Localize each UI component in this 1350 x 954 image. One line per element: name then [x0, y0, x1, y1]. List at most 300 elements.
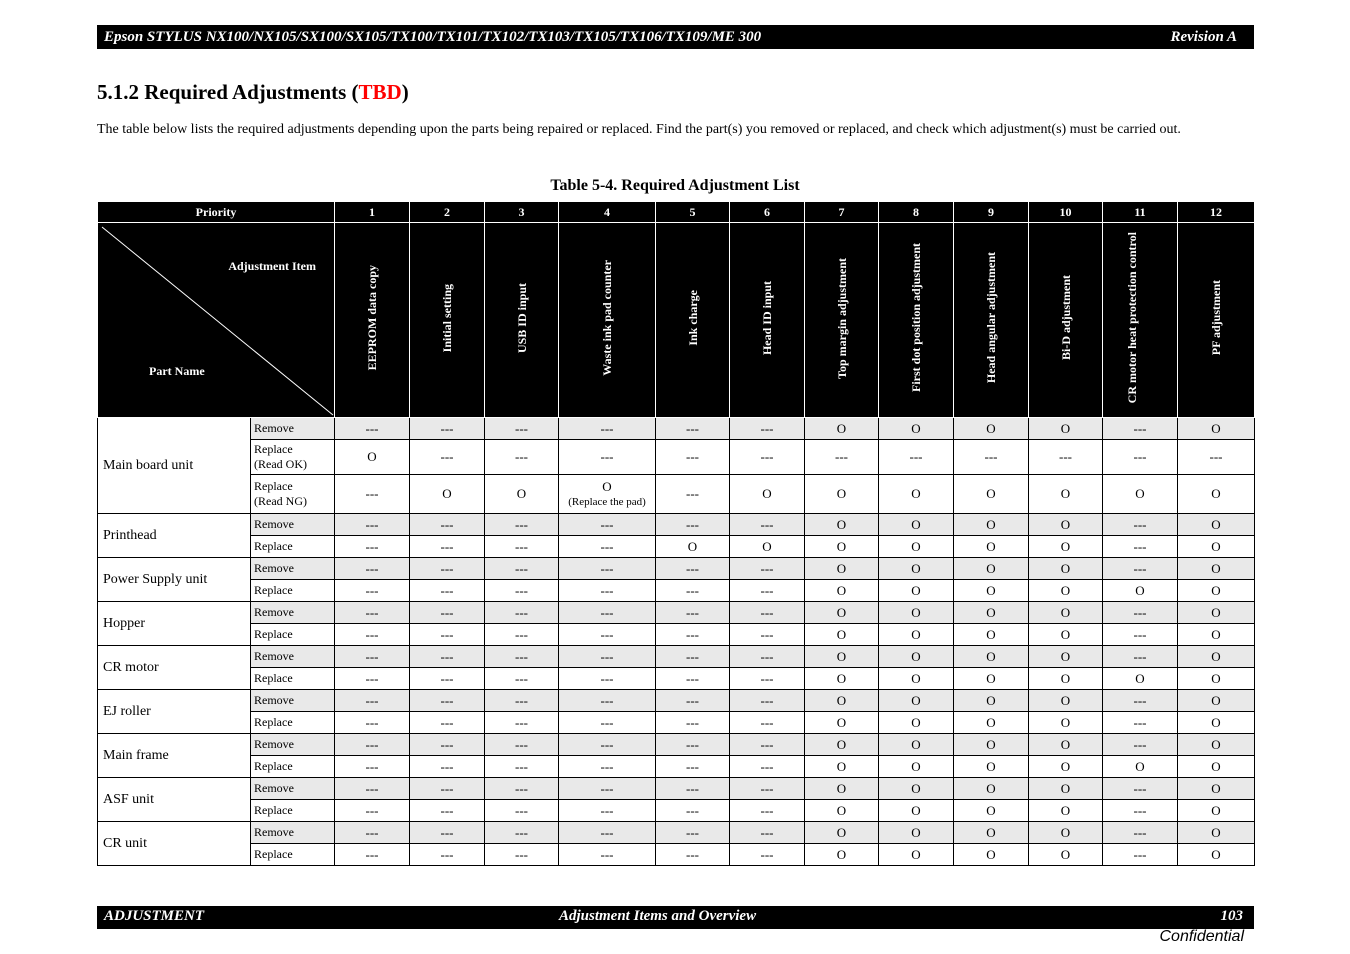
adjustment-cell: [410, 624, 485, 646]
adjustment-cell: [1178, 646, 1255, 668]
cell-value: ---: [686, 780, 699, 796]
cell-value: O: [836, 582, 847, 598]
confidential-label: Confidential: [1159, 928, 1244, 945]
adjustment-cell: [730, 624, 805, 646]
cell-value: O: [911, 780, 921, 796]
cell-value: O: [1211, 560, 1221, 576]
adjustment-cell: [485, 440, 559, 475]
adjustment-item-row: [98, 223, 1255, 418]
footer-topic: Adjustment Items and Overview: [559, 908, 757, 924]
cell-value: O: [911, 648, 921, 664]
adjustment-cell: [730, 514, 805, 536]
priority-number: 1: [335, 202, 410, 223]
action-text: Remove: [254, 421, 294, 435]
table-row: [98, 624, 1255, 646]
cell-value: ---: [686, 486, 699, 501]
cell-value: ---: [760, 714, 774, 730]
cell-value: O: [1060, 714, 1071, 730]
cell-value: ---: [600, 538, 614, 554]
cell-value: ---: [365, 626, 379, 642]
adjustment-cell: [879, 536, 954, 558]
cell-value: O: [986, 692, 996, 708]
adjustment-cell: [1178, 822, 1255, 844]
cell-value: O: [986, 736, 996, 752]
adjustment-cell: [730, 690, 805, 712]
adjustment-cell: [1103, 822, 1178, 844]
adjustment-cell: [730, 756, 805, 778]
action-label: [251, 690, 335, 712]
adjustment-cell: [805, 668, 879, 690]
adjustment-cell: [485, 418, 559, 440]
adjustment-cell: [1103, 558, 1178, 580]
adjustment-cell: [335, 734, 410, 756]
adjustment-cell: [559, 475, 656, 514]
cell-value: ---: [600, 604, 614, 620]
cell-value: O: [836, 846, 847, 862]
cell-value: O: [516, 486, 527, 501]
cell-value: ---: [760, 604, 774, 620]
adjustment-cell: [335, 514, 410, 536]
adjustment-cell: [559, 844, 656, 866]
adjustment-cell: [879, 624, 954, 646]
adjustment-cell: [1029, 822, 1103, 844]
cell-value: O: [911, 692, 921, 708]
cell-value: ---: [760, 648, 774, 664]
adjustment-cell: [954, 690, 1029, 712]
table-row: [98, 418, 1255, 440]
cell-value: ---: [515, 604, 528, 620]
cell-value: ---: [440, 420, 454, 436]
adjustment-cell: [954, 646, 1029, 668]
table-row: [98, 734, 1255, 756]
cell-value: ---: [600, 692, 614, 708]
cell-value: ---: [515, 670, 528, 686]
adjustment-cell: [730, 558, 805, 580]
table-row: [98, 690, 1255, 712]
adjustment-cell: [954, 602, 1029, 624]
cell-value: ---: [760, 582, 774, 598]
adjustment-cell: [1029, 690, 1103, 712]
cell-value: O: [836, 538, 847, 554]
adjustment-cell: [335, 602, 410, 624]
action-text: Replace: [254, 583, 293, 597]
adjustment-cell: [559, 536, 656, 558]
adjustment-cell: [335, 668, 410, 690]
adjustment-item-header: [730, 223, 805, 418]
priority-number: 8: [879, 202, 954, 223]
adjustment-cell: [335, 800, 410, 822]
cell-value: O: [1211, 802, 1221, 818]
adjustment-cell: [410, 668, 485, 690]
cell-value: O: [911, 538, 921, 554]
priority-number: 12: [1178, 202, 1255, 223]
cell-value: O: [687, 538, 698, 554]
adjustment-cell: [805, 646, 879, 668]
cell-value: ---: [515, 420, 528, 436]
table-row: [98, 646, 1255, 668]
adjustment-cell: [485, 646, 559, 668]
adjustment-cell: [335, 580, 410, 602]
cell-value: ---: [440, 604, 454, 620]
cell-value: ---: [686, 449, 699, 464]
cell-value: ---: [365, 802, 379, 818]
adjustment-cell: [879, 690, 954, 712]
adjustment-cell: [954, 734, 1029, 756]
adjustment-cell: [730, 602, 805, 624]
cell-value: ---: [760, 758, 774, 774]
cell-value: O: [986, 780, 996, 796]
adjustment-cell: [879, 778, 954, 800]
adjustment-cell: [559, 734, 656, 756]
adjustment-cell: [335, 712, 410, 734]
cell-value: O: [836, 604, 847, 620]
cell-value: O: [911, 486, 921, 501]
adjustment-cell: [1178, 558, 1255, 580]
cell-value: ---: [515, 449, 528, 464]
adjustment-cell: [656, 844, 730, 866]
cell-value: ---: [515, 802, 528, 818]
cell-value: O: [1211, 714, 1221, 730]
adjustment-cell: [805, 418, 879, 440]
cell-value: O: [1211, 780, 1221, 796]
cell-value: O: [836, 486, 847, 501]
table-caption: Table 5-4. Required Adjustment List: [550, 177, 800, 194]
cell-value: ---: [440, 626, 454, 642]
adjustment-cell: [335, 536, 410, 558]
table-row: [98, 514, 1255, 536]
adjustment-cell: [805, 514, 879, 536]
adjustment-cell: [730, 475, 805, 514]
cell-value: ---: [600, 449, 614, 464]
cell-value: ---: [515, 736, 528, 752]
footer-section: ADJUSTMENT: [104, 908, 205, 924]
cell-value: O: [1135, 758, 1145, 774]
cell-value: O: [911, 802, 921, 818]
adjustment-cell: [805, 536, 879, 558]
action-label: [251, 778, 335, 800]
adjustment-cell: [656, 440, 730, 475]
adjustment-cell: [559, 514, 656, 536]
cell-value: O: [836, 714, 847, 730]
cell-value: O: [836, 736, 847, 752]
adjustment-cell: [954, 844, 1029, 866]
adjustment-cell: [485, 822, 559, 844]
cell-value: O: [1060, 582, 1071, 598]
action-text: Remove: [254, 693, 294, 707]
adjustment-cell: [485, 734, 559, 756]
cell-value: ---: [600, 736, 614, 752]
cell-value: ---: [686, 758, 699, 774]
cell-value: ---: [440, 582, 454, 598]
cell-value: ---: [600, 670, 614, 686]
cell-value: ---: [365, 486, 379, 501]
adjustment-cell: [1029, 712, 1103, 734]
cell-value: O: [986, 604, 996, 620]
cell-value: ---: [760, 670, 774, 686]
cell-value: O: [911, 516, 921, 532]
adjustment-cell: [656, 536, 730, 558]
adjustment-cell: [730, 844, 805, 866]
action-text: (Read NG): [254, 494, 307, 508]
adjustment-cell: [656, 602, 730, 624]
adjustment-cell: [1029, 602, 1103, 624]
cell-value: O: [836, 648, 847, 664]
adjustment-cell: [730, 668, 805, 690]
table-row: [98, 440, 1255, 475]
cell-value: ---: [515, 516, 528, 532]
adjustment-cell: [954, 822, 1029, 844]
table-row: [98, 580, 1255, 602]
adjustment-item-label: USB ID input: [514, 282, 529, 354]
cell-value: O: [986, 670, 996, 686]
adjustment-item-label: Head ID input: [760, 280, 774, 356]
priority-number: 6: [730, 202, 805, 223]
document-title: Epson STYLUS NX100/NX105/SX100/SX105/TX100/TX101/TX102/TX103/TX105/TX106/TX109/ME 300: [104, 29, 762, 45]
table-row: [98, 844, 1255, 866]
cell-value: O: [986, 516, 996, 532]
cell-value: ---: [686, 692, 699, 708]
adjustment-item-label: Head angular adjustment: [984, 252, 998, 384]
adjustment-cell: [656, 734, 730, 756]
cell-value: ---: [440, 538, 454, 554]
cell-value: O: [836, 670, 847, 686]
adjustment-cell: [730, 646, 805, 668]
adjustment-cell: [1103, 844, 1178, 866]
adjustment-cell: [559, 756, 656, 778]
adjustment-cell: [1029, 418, 1103, 440]
adjustment-cell: [730, 822, 805, 844]
adjustment-cell: [954, 418, 1029, 440]
adjustment-cell: [1178, 712, 1255, 734]
cell-value: ---: [686, 582, 699, 598]
adjustment-cell: [485, 514, 559, 536]
adjustment-item-header: [410, 223, 485, 418]
adjustment-cell: [485, 475, 559, 514]
cell-value: ---: [515, 582, 528, 598]
adjustment-cell: [1029, 800, 1103, 822]
action-label: [251, 536, 335, 558]
adjustment-cell: [805, 690, 879, 712]
cell-value: ---: [365, 714, 379, 730]
cell-value: ---: [600, 420, 614, 436]
cell-value: ---: [686, 846, 699, 862]
cell-value: ---: [440, 648, 454, 664]
adjustment-cell: [879, 800, 954, 822]
cell-value: ---: [1133, 626, 1147, 642]
action-text: Replace: [254, 803, 293, 817]
cell-value: ---: [686, 736, 699, 752]
cell-value: ---: [600, 780, 614, 796]
action-text: Replace: [254, 539, 293, 553]
cell-value: ---: [686, 670, 699, 686]
adjustment-cell: [1029, 580, 1103, 602]
cell-value: O: [986, 846, 996, 862]
cell-value: O: [911, 714, 921, 730]
adjustment-cell: [1178, 690, 1255, 712]
priority-number: 2: [410, 202, 485, 223]
cell-value: O: [836, 824, 847, 840]
adjustment-cell: [879, 646, 954, 668]
cell-value: O: [911, 420, 921, 436]
cell-value: ---: [515, 692, 528, 708]
cell-value: O: [1060, 648, 1071, 664]
adjustment-cell: [656, 756, 730, 778]
adjustment-item-label: Initial setting: [440, 283, 454, 353]
cell-value: O: [911, 560, 921, 576]
adjustment-cell: [485, 690, 559, 712]
part-name: Main frame: [98, 734, 251, 778]
adjustment-table: [97, 201, 1255, 866]
cell-value: O: [1211, 604, 1221, 620]
adjustment-item-header: [656, 223, 730, 418]
adjustment-cell: [730, 536, 805, 558]
adjustment-item-label: PF adjustment: [1209, 280, 1223, 356]
adjustment-cell: [656, 418, 730, 440]
adjustment-cell: [954, 475, 1029, 514]
adjustment-cell: [559, 580, 656, 602]
adjustment-item-header: [805, 223, 879, 418]
adjustment-cell: [410, 602, 485, 624]
cell-value: ---: [686, 626, 699, 642]
adjustment-cell: [410, 440, 485, 475]
cell-value: ---: [1059, 449, 1072, 464]
adjustment-cell: [1103, 475, 1178, 514]
adjustment-cell: [410, 514, 485, 536]
action-label: [251, 624, 335, 646]
adjustment-cell: [954, 800, 1029, 822]
adjustment-cell: [1178, 475, 1255, 514]
adjustment-cell: [1103, 756, 1178, 778]
cell-value: ---: [440, 758, 454, 774]
cell-value: ---: [365, 780, 379, 796]
cell-value: O: [836, 626, 847, 642]
cell-value: O: [1211, 758, 1221, 774]
part-name: Main board unit: [98, 418, 251, 514]
cell-value: ---: [984, 449, 998, 464]
cell-value: ---: [686, 824, 699, 840]
adjustment-cell: [879, 712, 954, 734]
footer-bar: [97, 906, 1254, 929]
intro-paragraph: The table below lists the required adjustments depending upon the parts being repaired or replaced. Find the part(s) you removed or replaced, and check which adjustment(s) must be carried out.: [97, 122, 1181, 137]
adjustment-cell: [879, 558, 954, 580]
adjustment-item-header: [1103, 223, 1178, 418]
cell-value: ---: [515, 846, 528, 862]
adjustment-cell: [805, 822, 879, 844]
cell-value: O: [911, 846, 921, 862]
action-text: Replace: [254, 715, 293, 729]
cell-value: O: [836, 802, 847, 818]
adjustment-item-label: First dot position adjustment: [909, 243, 923, 393]
priority-number: 4: [559, 202, 656, 223]
adjustment-item-label: Waste ink pad counter: [600, 260, 614, 376]
action-label: [251, 418, 335, 440]
adjustment-cell: [805, 440, 879, 475]
adjustment-cell: [410, 475, 485, 514]
adjustment-cell: [1178, 668, 1255, 690]
adjustment-cell: [1029, 734, 1103, 756]
priority-number: 3: [485, 202, 559, 223]
cell-value: O: [1060, 420, 1071, 436]
adjustment-cell: [1103, 580, 1178, 602]
adjustment-cell: [410, 580, 485, 602]
header-corner: [98, 223, 335, 418]
cell-value: ---: [600, 648, 614, 664]
cell-value: O: [1060, 736, 1071, 752]
part-name: CR motor: [98, 646, 251, 690]
cell-value: O: [986, 538, 996, 554]
adjustment-cell: [1103, 734, 1178, 756]
adjustment-cell: [1029, 756, 1103, 778]
cell-value: ---: [1133, 780, 1147, 796]
adjustment-item-label: Adjustment Item: [228, 259, 316, 273]
part-name: CR unit: [98, 822, 251, 866]
action-text: Replace: [254, 627, 293, 641]
cell-value: O: [1135, 582, 1145, 598]
cell-value: O: [1211, 538, 1221, 554]
table-row: [98, 536, 1255, 558]
adjustment-cell: [805, 712, 879, 734]
adjustment-cell: [335, 822, 410, 844]
cell-value: ---: [686, 648, 699, 664]
adjustment-cell: [410, 712, 485, 734]
cell-value: O: [836, 780, 847, 796]
table-row: [98, 602, 1255, 624]
cell-value: O: [1211, 420, 1221, 436]
cell-value: ---: [440, 516, 454, 532]
action-label: [251, 822, 335, 844]
adjustment-cell: [1178, 734, 1255, 756]
adjustment-cell: [805, 602, 879, 624]
cell-value: ---: [1133, 604, 1147, 620]
diagonal-divider: [98, 223, 335, 417]
priority-number: 9: [954, 202, 1029, 223]
adjustment-cell: [805, 580, 879, 602]
cell-value: ---: [760, 802, 774, 818]
cell-value: ---: [600, 582, 614, 598]
cell-value: O: [1135, 486, 1145, 501]
cell-value: ---: [760, 516, 774, 532]
part-name: ASF unit: [98, 778, 251, 822]
cell-value: ---: [365, 758, 379, 774]
action-text: Remove: [254, 605, 294, 619]
cell-value: ---: [515, 538, 528, 554]
adjustment-cell: [559, 712, 656, 734]
cell-value: ---: [515, 758, 528, 774]
adjustment-cell: [485, 756, 559, 778]
cell-value: O: [911, 758, 921, 774]
cell-value: ---: [760, 420, 774, 436]
action-text: (Read OK): [254, 457, 307, 471]
action-label: [251, 440, 335, 475]
adjustment-cell: [730, 800, 805, 822]
adjustment-cell: [1178, 844, 1255, 866]
cell-value: O: [911, 824, 921, 840]
cell-value: O: [762, 486, 772, 501]
action-label: [251, 646, 335, 668]
adjustment-cell: [335, 646, 410, 668]
adjustment-cell: [410, 690, 485, 712]
adjustment-cell: [1029, 778, 1103, 800]
adjustment-cell: [485, 536, 559, 558]
adjustment-cell: [656, 712, 730, 734]
cell-value: ---: [1133, 692, 1147, 708]
cell-value: O: [1060, 846, 1071, 862]
adjustment-cell: [1178, 778, 1255, 800]
cell-value: ---: [1133, 538, 1147, 554]
cell-value: ---: [365, 692, 379, 708]
adjustment-cell: [954, 440, 1029, 475]
cell-value: ---: [365, 648, 379, 664]
